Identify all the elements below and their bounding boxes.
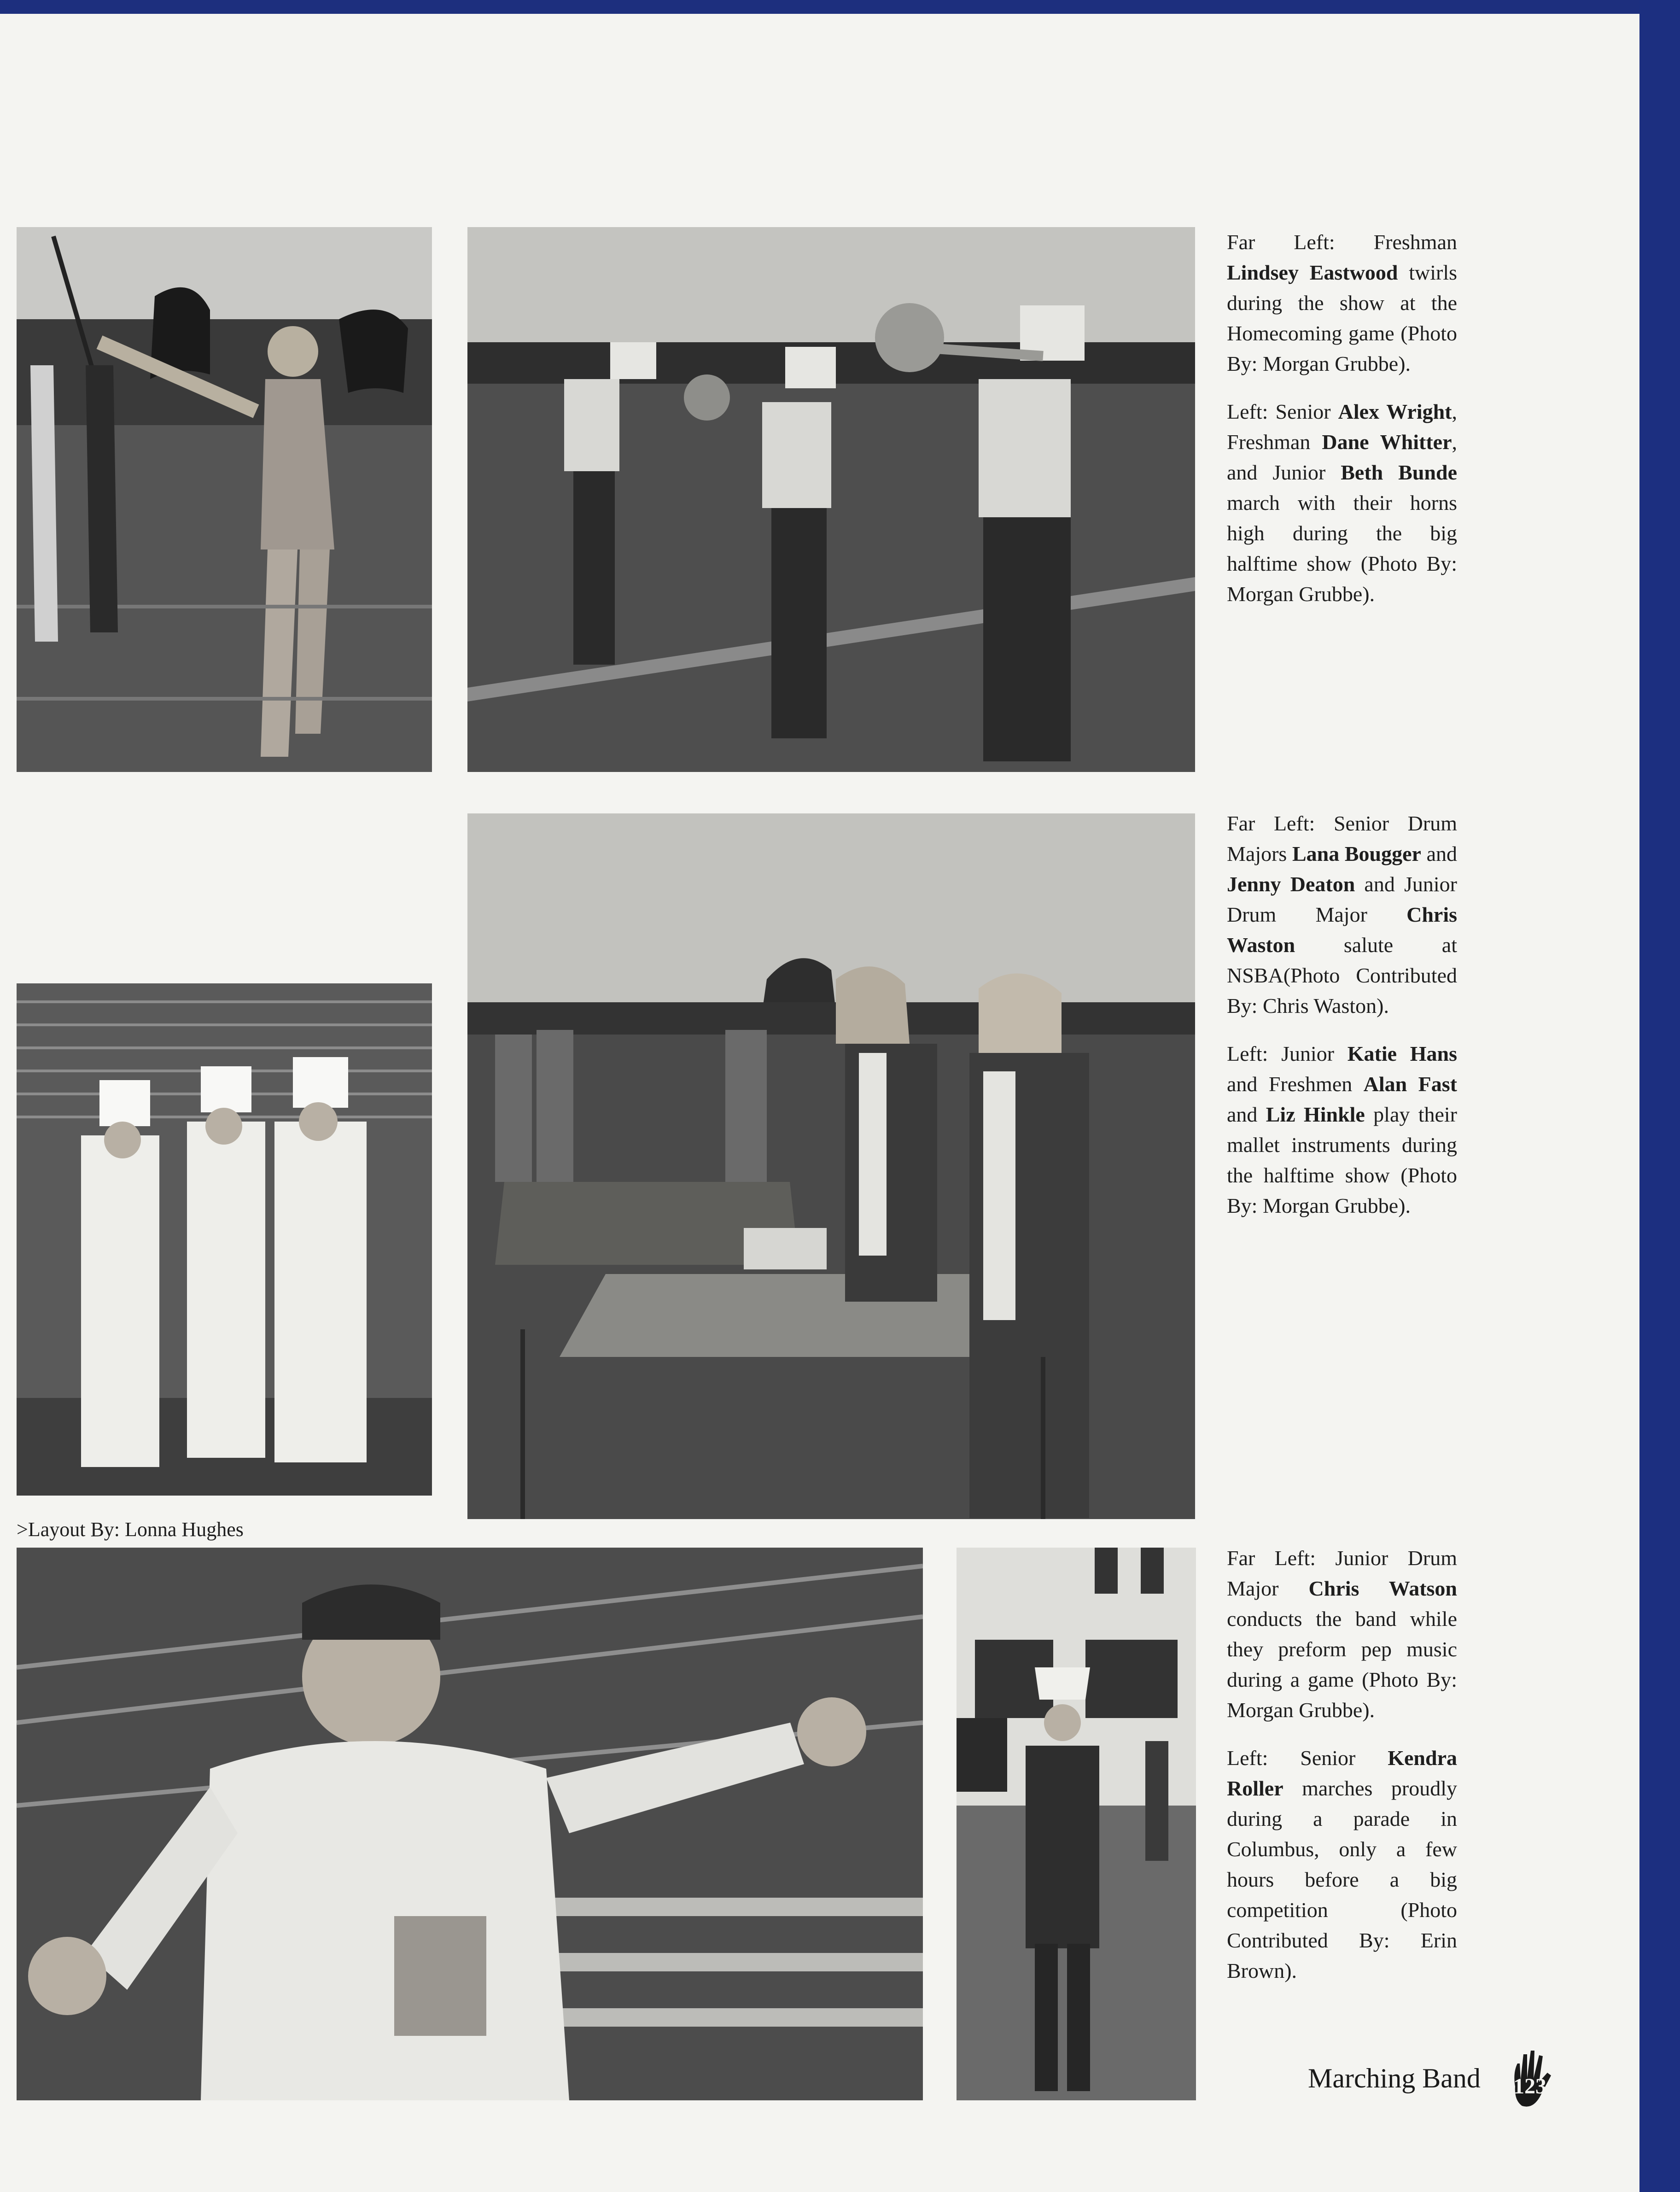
caption-group-top — [1227, 227, 1457, 627]
yearbook-page — [0, 14, 1639, 2192]
caption-name: Dane Whitter — [1322, 430, 1452, 454]
caption-text: twirls during the show at the Homecoming game (Photo By: Morgan Grubbe). — [1227, 261, 1457, 375]
caption-name: Lana Bougger — [1292, 842, 1421, 865]
caption-baton-twirler — [1227, 227, 1457, 379]
mallet-percussion-illustration — [467, 813, 1195, 1519]
caption-text: Left: Senior — [1227, 400, 1338, 423]
caption-text: and Freshmen — [1227, 1072, 1364, 1096]
caption-name: Lindsey Eastwood — [1227, 261, 1398, 284]
parade-illustration — [957, 1548, 1196, 2100]
caption-text: , Freshman — [1227, 400, 1457, 454]
caption-name: Liz Hinkle — [1266, 1103, 1365, 1126]
baton-twirler-illustration — [17, 227, 432, 772]
page-footer — [1308, 2050, 1566, 2114]
photo-mallet-percussion — [467, 813, 1195, 1519]
caption-text: and — [1227, 1103, 1266, 1126]
caption-text: marches proudly during a parade in Columbus, only a few hours before a big competition (Photo Contributed By: Erin Brown). — [1227, 1777, 1457, 1982]
caption-text: , and Junior — [1227, 430, 1457, 484]
horn-line-illustration — [467, 227, 1195, 772]
page-right-border — [1639, 0, 1680, 2192]
drum-majors-illustration — [17, 983, 432, 1496]
caption-name: Alex Wright — [1338, 400, 1452, 423]
photo-parade — [957, 1548, 1196, 2100]
caption-parade — [1227, 1743, 1457, 1986]
caption-drum-majors — [1227, 808, 1457, 1021]
photo-horn-line — [467, 227, 1195, 772]
caption-conductor — [1227, 1543, 1457, 1725]
caption-group-bottom — [1227, 1543, 1457, 2004]
photo-conductor — [17, 1548, 923, 2100]
caption-name: Kendra Roller — [1227, 1746, 1457, 1800]
caption-text: march with their horns high during the big halftime show (Photo By: Morgan Grubbe). — [1227, 491, 1457, 606]
caption-text: and Junior Drum Major — [1227, 872, 1458, 926]
caption-group-middle — [1227, 808, 1457, 1239]
caption-text: Far Left: Junior Drum Major — [1227, 1546, 1457, 1600]
caption-text: play their mallet instruments during the halftime show (Photo By: Morgan Grubbe). — [1227, 1103, 1457, 1217]
caption-text: conducts the band while they preform pep music during a game (Photo By: Morgan Grubbe). — [1227, 1607, 1457, 1722]
photo-baton-twirler — [17, 227, 432, 772]
section-title: Marching Band — [1308, 2063, 1481, 2093]
caption-horn-line — [1227, 397, 1457, 609]
caption-name: Alan Fast — [1363, 1072, 1457, 1096]
conductor-illustration — [17, 1548, 923, 2100]
caption-text: Left: Senior — [1227, 1746, 1388, 1770]
caption-name: Chris Watson — [1308, 1577, 1457, 1600]
caption-mallets — [1227, 1039, 1457, 1221]
caption-text: salute at NSBA(Photo Contributed By: Chris Waston). — [1227, 933, 1457, 1017]
caption-name: Chris Waston — [1227, 903, 1457, 957]
caption-text: and — [1421, 842, 1457, 865]
page-top-border — [0, 0, 1680, 14]
layout-credit: >Layout By: Lonna Hughes — [17, 1518, 244, 1541]
caption-text: Far Left: Freshman — [1227, 230, 1457, 254]
caption-name: Katie Hans — [1347, 1042, 1457, 1065]
photo-drum-majors — [17, 983, 432, 1496]
caption-name: Jenny Deaton — [1227, 872, 1355, 896]
page-number: 123 — [1513, 2074, 1546, 2098]
caption-name: Beth Bunde — [1341, 461, 1457, 484]
caption-text: Left: Junior — [1227, 1042, 1348, 1065]
caption-text: Far Left: Senior Drum Majors — [1227, 812, 1457, 865]
